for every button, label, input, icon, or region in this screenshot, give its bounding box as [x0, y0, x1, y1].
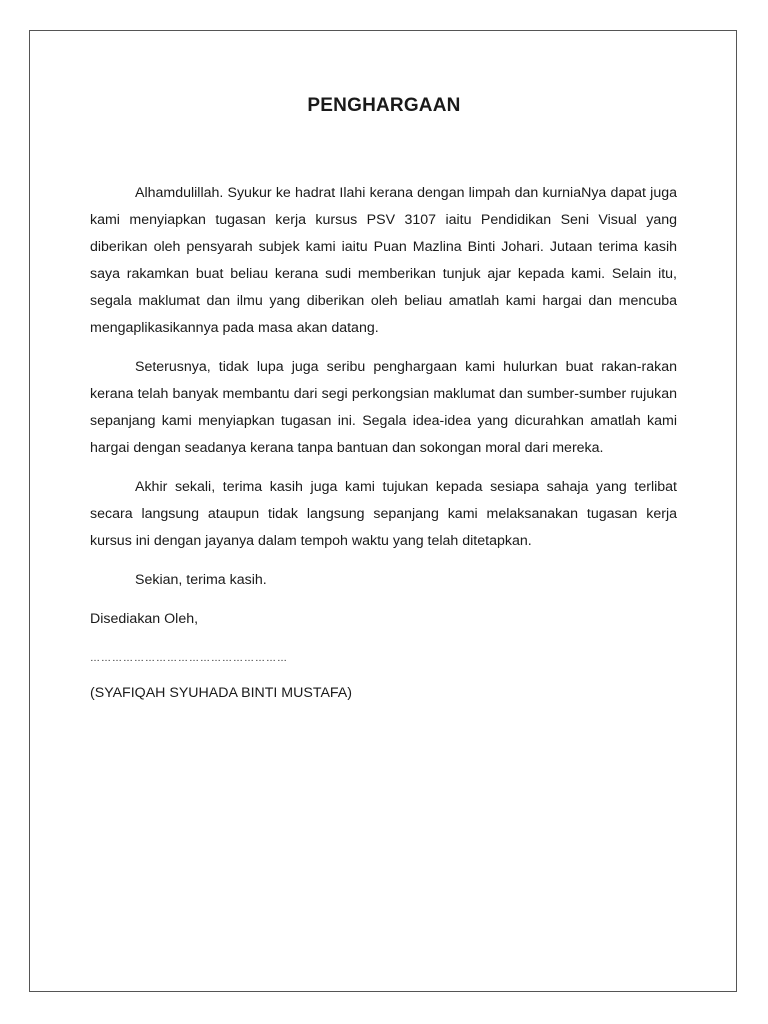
document-body: [90, 180, 677, 719]
paragraph-1: Alhamdulillah. Syukur ke hadrat Ilahi kerana dengan limpah dan kurniaNya dapat juga kami menyiapkan tugasan kerja kursus PSV 3107 iaitu Pendidikan Seni Visual yang diberikan oleh pensyarah subjek kami iaitu Puan Mazlina Binti Johari. Jutaan terima kasih saya rakamkan buat beliau kerana sudi memberikan tunjuk ajar kepada kami. Selain itu, segala maklumat dan ilmu yang diberikan oleh beliau amatlah kami hargai dan mencuba mengaplikasikannya pada masa akan datang.: [90, 185, 677, 336]
page-title: PENGHARGAAN: [307, 95, 461, 116]
paragraph-2: Seterusnya, tidak lupa juga seribu penghargaan kami hulurkan buat rakan-rakan kerana telah banyak membantu dari segi perkongsian maklumat dan sumber-sumber rujukan sepanjang kami menyiapkan tugasan ini. Segala idea-idea yang dicurahkan amatlah kami hargai dengan seadanya kerana tanpa bantuan dan sokongan moral dari mereka.: [90, 359, 677, 456]
prepared-by-label: Disediakan Oleh,: [90, 611, 199, 627]
paragraph-3: Akhir sekali, terima kasih juga kami tujukan kepada sesiapa sahaja yang terlibat secara langsung ataupun tidak langsung sepanjang kami melaksanakan tugasan kerja kursus ini dengan jayanya dalam tempoh waktu yang telah ditetapkan.: [90, 479, 677, 549]
signatory-name: (SYAFIQAH SYUHADA BINTI MUSTAFA): [90, 685, 352, 701]
signature-line: ………………………………………………: [90, 653, 288, 664]
closing-line: Sekian, terima kasih.: [135, 572, 267, 588]
